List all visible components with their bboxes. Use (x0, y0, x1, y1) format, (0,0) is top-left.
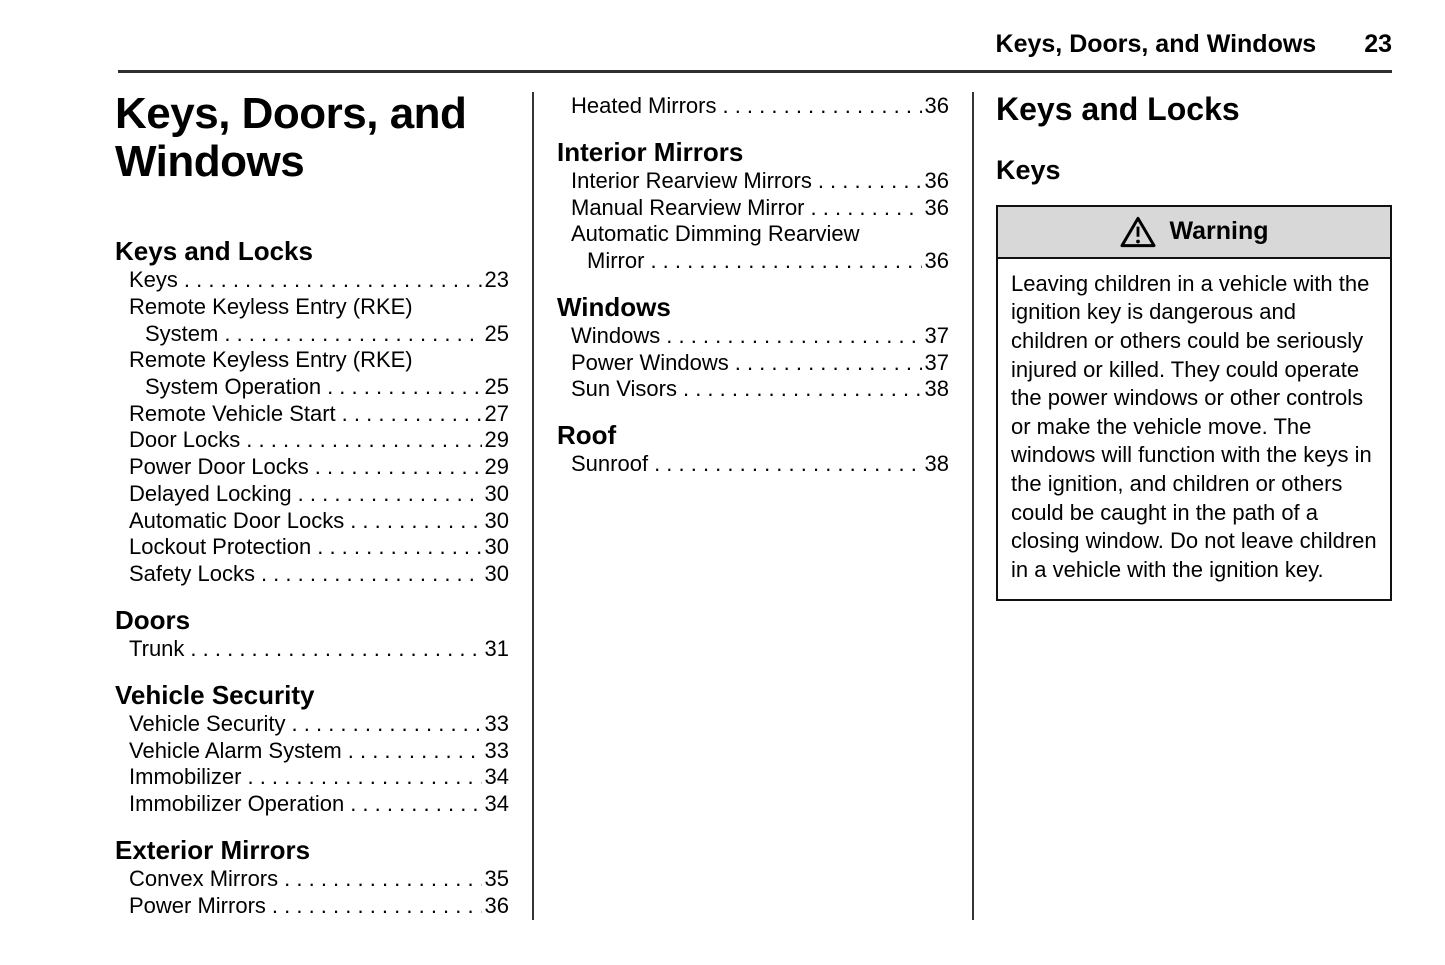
dot-leader (666, 323, 921, 350)
header-rule (118, 70, 1392, 73)
toc-column-1 (115, 90, 509, 919)
dot-leader (298, 481, 482, 508)
toc-section-keys-and-locks (115, 236, 509, 588)
toc-section-heading: Keys and Locks (115, 235, 313, 266)
toc-entry-page: 29 (484, 454, 509, 480)
toc-entry (115, 866, 509, 893)
toc-entry-label: Heated Mirrors (571, 93, 717, 118)
dot-leader (818, 168, 922, 195)
toc-entry-label: Convex Mirrors (129, 865, 279, 891)
warning-title: Warning (1169, 217, 1269, 246)
toc-entry (115, 508, 509, 535)
warning-box (996, 205, 1392, 602)
dot-leader (350, 791, 481, 818)
toc-section-interior-mirrors (557, 137, 949, 275)
dot-leader (292, 711, 482, 738)
toc-entry-page: 25 (484, 320, 509, 346)
page-number: 23 (1364, 30, 1392, 58)
toc-section-heading: Exterior Mirrors (115, 834, 311, 865)
toc-entry-page: 25 (484, 373, 509, 399)
dot-leader (654, 451, 921, 478)
toc-entry (557, 350, 949, 377)
toc-entry-label: Delayed Locking (129, 480, 292, 506)
toc-entry-page: 36 (924, 167, 949, 193)
toc-entry (557, 221, 949, 274)
content-column (996, 90, 1392, 601)
column-divider (972, 92, 974, 920)
toc-entry-page: 27 (484, 400, 509, 426)
dot-leader (327, 374, 481, 401)
toc-section-heading: Interior Mirrors (557, 136, 744, 167)
toc-entry-page: 36 (924, 194, 949, 220)
toc-entry-page: 30 (484, 480, 509, 506)
toc-entry-label: Trunk (129, 635, 185, 661)
dot-leader (184, 267, 482, 294)
toc-entry-page: 30 (484, 507, 509, 533)
toc-entry (115, 294, 509, 347)
toc-entry-page: 38 (924, 376, 949, 402)
dot-leader (246, 427, 481, 454)
dot-leader (261, 561, 482, 588)
toc-entry-label: Immobilizer (129, 764, 242, 790)
toc-entry (115, 454, 509, 481)
toc-entry-label: Sunroof (571, 451, 649, 477)
toc-entry-label: Interior Rearview Mirrors (571, 167, 812, 193)
dot-leader (224, 321, 481, 348)
toc-entry-page: 33 (484, 737, 509, 763)
dot-leader (650, 248, 921, 275)
toc-section-heading: Doors (115, 604, 191, 635)
toc-entry-label: Automatic Dimming Rearview (571, 221, 860, 247)
chapter-title: Keys, Doors, and Windows (115, 89, 467, 186)
toc-entry (115, 427, 509, 454)
toc-section-exterior-mirrors (115, 835, 509, 920)
dot-leader (272, 893, 482, 920)
toc-entry-page: 23 (484, 267, 509, 293)
toc-entry-label: Power Door Locks (129, 454, 309, 480)
toc-section-heading: Vehicle Security (115, 679, 315, 710)
toc-entry (557, 451, 949, 478)
toc-entry-label: Vehicle Security (129, 710, 286, 736)
toc-section-doors (115, 605, 509, 663)
dot-leader (247, 764, 481, 791)
toc-entry (115, 267, 509, 294)
toc-entry (115, 764, 509, 791)
toc-entry (115, 401, 509, 428)
toc-entry-label: Vehicle Alarm System (129, 737, 342, 763)
toc-entry-label: Keys (129, 267, 178, 293)
toc-entry (115, 347, 509, 400)
toc-entry (115, 636, 509, 663)
dot-leader (342, 401, 482, 428)
toc-entry (115, 711, 509, 738)
toc-entry-page: 37 (924, 322, 949, 348)
section-title: Keys and Locks (996, 91, 1240, 127)
toc-entry-label: Remote Keyless Entry (RKE) (129, 347, 413, 373)
dot-leader (348, 738, 482, 765)
toc-entry-label-continuation: System Operation (145, 373, 322, 399)
toc-column-2 (557, 90, 949, 478)
toc-section-heading: Roof (557, 420, 617, 451)
dot-leader (284, 866, 481, 893)
toc-entry-label: Remote Keyless Entry (RKE) (129, 293, 413, 319)
dot-leader (190, 636, 481, 663)
toc-entry-label: Windows (571, 322, 661, 348)
toc-entry-label: Automatic Door Locks (129, 507, 345, 533)
dot-leader (722, 93, 921, 120)
toc-section-roof (557, 420, 949, 478)
toc-entry-page: 33 (484, 710, 509, 736)
toc-entry-label-continuation: Mirror (587, 248, 645, 274)
dot-leader (811, 195, 922, 222)
dot-leader (683, 376, 922, 403)
toc-entry (115, 738, 509, 765)
dot-leader (315, 454, 482, 481)
toc-section-vehicle-security (115, 680, 509, 818)
toc-entry-page: 30 (484, 561, 509, 586)
toc-entry (557, 376, 949, 403)
toc-entry-page: 37 (924, 349, 949, 375)
dot-leader (317, 534, 481, 561)
toc-entry (557, 195, 949, 222)
warning-header (998, 207, 1390, 259)
dot-leader (735, 350, 922, 377)
toc-entry (115, 791, 509, 818)
toc-entry (557, 323, 949, 350)
toc-entry (115, 561, 509, 588)
toc-entry-page: 31 (484, 635, 509, 661)
column-divider (532, 92, 534, 920)
toc-entry-page: 36 (484, 892, 509, 918)
toc-entry-page: 29 (484, 427, 509, 453)
toc-section-windows (557, 292, 949, 403)
toc-entry (557, 93, 949, 120)
toc-entry-label: Safety Locks (129, 561, 255, 586)
warning-body-text: Leaving children in a vehicle with the ignition key is dangerous and children or others could be seriously injured or killed. They could operate the power windows or other controls or make the vehicle move. The windows will function with the keys in the ignition, and children or others could be caught in the path of a closing window. Do not leave children in a vehicle with the ignition key. (1011, 270, 1377, 582)
dot-leader (350, 508, 481, 535)
toc-entry-label: Door Locks (129, 427, 241, 453)
toc-entry-page: 34 (484, 764, 509, 790)
toc-entry-label: Sun Visors (571, 376, 677, 402)
toc-entry-page: 36 (924, 248, 949, 274)
toc-entry-page: 38 (924, 451, 949, 477)
toc-entry-page: 35 (484, 865, 509, 891)
toc-entry-page: 34 (484, 790, 509, 816)
toc-entry (115, 481, 509, 508)
toc-entry (115, 534, 509, 561)
toc-entry-label: Immobilizer Operation (129, 790, 345, 816)
warning-triangle-icon (1119, 215, 1157, 249)
page-header-title: Keys, Doors, and Windows (995, 30, 1317, 58)
toc-entry-label: Power Windows (571, 349, 729, 375)
toc-entry-label: Power Mirrors (129, 892, 266, 918)
toc-entry (115, 893, 509, 920)
toc-entry-label-continuation: System (145, 320, 219, 346)
toc-entry-label: Lockout Protection (129, 534, 312, 560)
toc-entry-page: 30 (484, 534, 509, 560)
toc-entry (557, 168, 949, 195)
page-header (118, 31, 1392, 59)
subsection-title: Keys (996, 154, 1061, 185)
toc-entry-page: 36 (924, 93, 949, 118)
toc-entry-label: Remote Vehicle Start (129, 400, 336, 426)
toc-entry-label: Manual Rearview Mirror (571, 194, 805, 220)
toc-section-heading: Windows (557, 291, 671, 322)
